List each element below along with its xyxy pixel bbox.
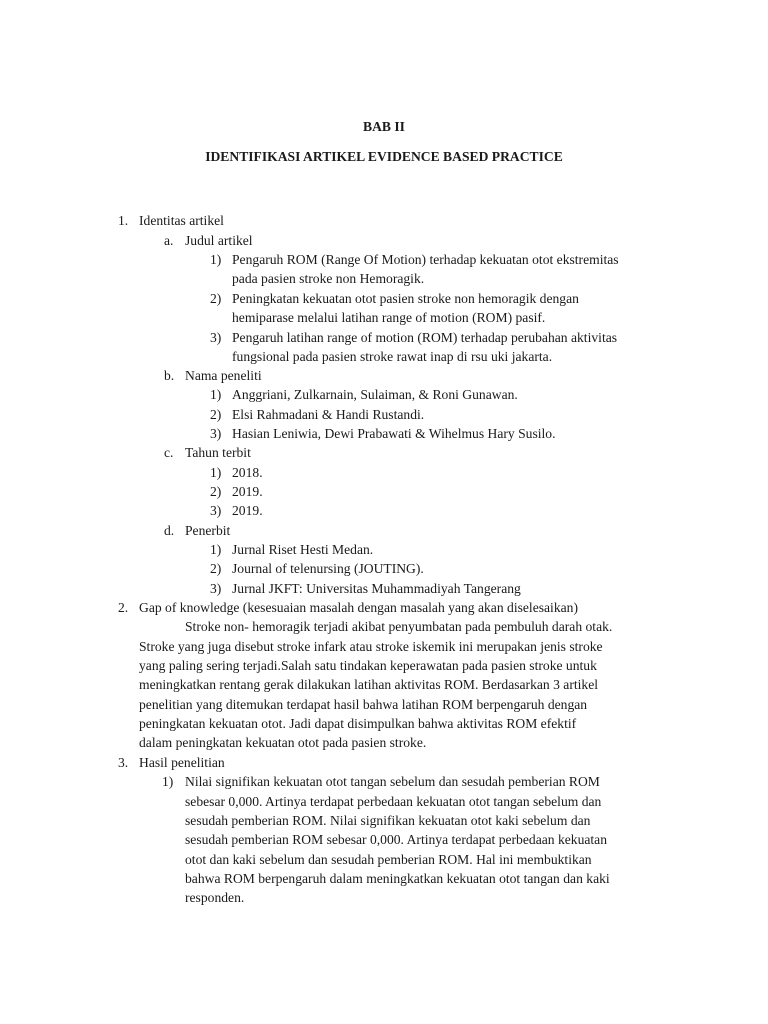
paragraph-line: Stroke yang juga disebut stroke infark atau stroke iskemik ini merupakan jenis stroke bbox=[139, 639, 603, 654]
list-item-text: 2019. bbox=[232, 503, 263, 518]
paragraph-line: Stroke non- hemoragik terjadi akibat penyumbatan pada pembuluh darah otak. bbox=[185, 619, 613, 634]
list-number: 2) bbox=[210, 561, 222, 576]
paragraph-line: sebesar 0,000. Artinya terdapat perbedaan kekuatan otot tangan sebelum dan bbox=[185, 794, 602, 809]
paragraph-line: peningkatan kekuatan otot. Jadi dapat disimpulkan bahwa aktivitas ROM efektif bbox=[139, 716, 577, 731]
page-title: IDENTIFIKASI ARTIKEL EVIDENCE BASED PRACTICE bbox=[205, 149, 563, 164]
subsection-title: Penerbit bbox=[185, 523, 231, 538]
list-item-text: fungsional pada pasien stroke rawat inap di rsu uki jakarta. bbox=[232, 349, 553, 364]
list-number: 3) bbox=[210, 426, 222, 441]
list-number: 3) bbox=[210, 581, 222, 596]
list-letter: c. bbox=[164, 445, 174, 460]
list-item-text: Elsi Rahmadani & Handi Rustandi. bbox=[232, 407, 425, 422]
list-number: 1) bbox=[210, 542, 222, 557]
list-letter: d. bbox=[164, 523, 175, 538]
section-title: Gap of knowledge (kesesuaian masalah dengan masalah yang akan diselesaikan) bbox=[139, 600, 578, 615]
paragraph-line: responden. bbox=[185, 890, 245, 905]
subsection-title: Tahun terbit bbox=[185, 445, 251, 460]
list-item-text: Jurnal Riset Hesti Medan. bbox=[232, 542, 374, 557]
subsection-title: Nama peneliti bbox=[185, 368, 262, 383]
list-item-text: Peningkatan kekuatan otot pasien stroke non hemoragik dengan bbox=[232, 291, 579, 306]
list-number: 1) bbox=[162, 774, 174, 789]
list-number: 2. bbox=[118, 600, 129, 615]
paragraph-line: otot dan kaki sebelum dan sesudah pemberian ROM. Hal ini membuktikan bbox=[185, 852, 592, 867]
list-number: 1) bbox=[210, 465, 222, 480]
list-number: 2) bbox=[210, 407, 222, 422]
list-item-text: Hasian Leniwia, Dewi Prabawati & Wihelmus Hary Susilo. bbox=[232, 426, 556, 441]
section-title: Identitas artikel bbox=[139, 213, 224, 228]
subsection-title: Judul artikel bbox=[185, 233, 253, 248]
list-item-text: 2018. bbox=[232, 465, 263, 480]
list-item-text: 2019. bbox=[232, 484, 263, 499]
list-number: 2) bbox=[210, 484, 222, 499]
list-number: 3. bbox=[118, 755, 129, 770]
list-item-text: Jurnal JKFT: Universitas Muhammadiyah Tangerang bbox=[232, 581, 521, 596]
paragraph-line: Nilai signifikan kekuatan otot tangan sebelum dan sesudah pemberian ROM bbox=[185, 774, 600, 789]
list-item-text: hemiparase melalui latihan range of motion (ROM) pasif. bbox=[232, 310, 546, 325]
paragraph-line: bahwa ROM berpengaruh dalam meningkatkan kekuatan otot tangan dan kaki bbox=[185, 871, 610, 886]
list-item-text: Anggriani, Zulkarnain, Sulaiman, & Roni Gunawan. bbox=[232, 387, 518, 402]
paragraph-line: dalam peningkatan kekuatan otot pada pasien stroke. bbox=[139, 735, 427, 750]
chapter-heading: BAB II bbox=[363, 119, 405, 134]
paragraph-line: meningkatkan rentang gerak dilakukan latihan aktivitas ROM. Berdasarkan 3 artikel bbox=[139, 677, 599, 692]
list-letter: b. bbox=[164, 368, 175, 383]
list-number: 3) bbox=[210, 503, 222, 518]
list-number: 3) bbox=[210, 330, 222, 345]
list-number: 2) bbox=[210, 291, 222, 306]
paragraph-line: penelitian yang ditemukan terdapat hasil bahwa latihan ROM berpengaruh dengan bbox=[139, 697, 588, 712]
list-item-text: Pengaruh ROM (Range Of Motion) terhadap kekuatan otot ekstremitas bbox=[232, 252, 619, 267]
list-number: 1. bbox=[118, 213, 129, 228]
paragraph-line: sesudah pemberian ROM sebesar 0,000. Artinya terdapat perbedaan kekuatan bbox=[185, 832, 608, 847]
paragraph-line: sesudah pemberian ROM. Nilai signifikan kekuatan otot kaki sebelum dan bbox=[185, 813, 591, 828]
list-number: 1) bbox=[210, 252, 222, 267]
paragraph-line: yang paling sering terjadi.Salah satu tindakan keperawatan pada pasien stroke untuk bbox=[139, 658, 597, 673]
list-item-text: Journal of telenursing (JOUTING). bbox=[232, 561, 424, 576]
section-title: Hasil penelitian bbox=[139, 755, 225, 770]
list-item-text: Pengaruh latihan range of motion (ROM) terhadap perubahan aktivitas bbox=[232, 330, 618, 345]
list-number: 1) bbox=[210, 387, 222, 402]
list-letter: a. bbox=[164, 233, 174, 248]
list-item-text: pada pasien stroke non Hemoragik. bbox=[232, 271, 425, 286]
